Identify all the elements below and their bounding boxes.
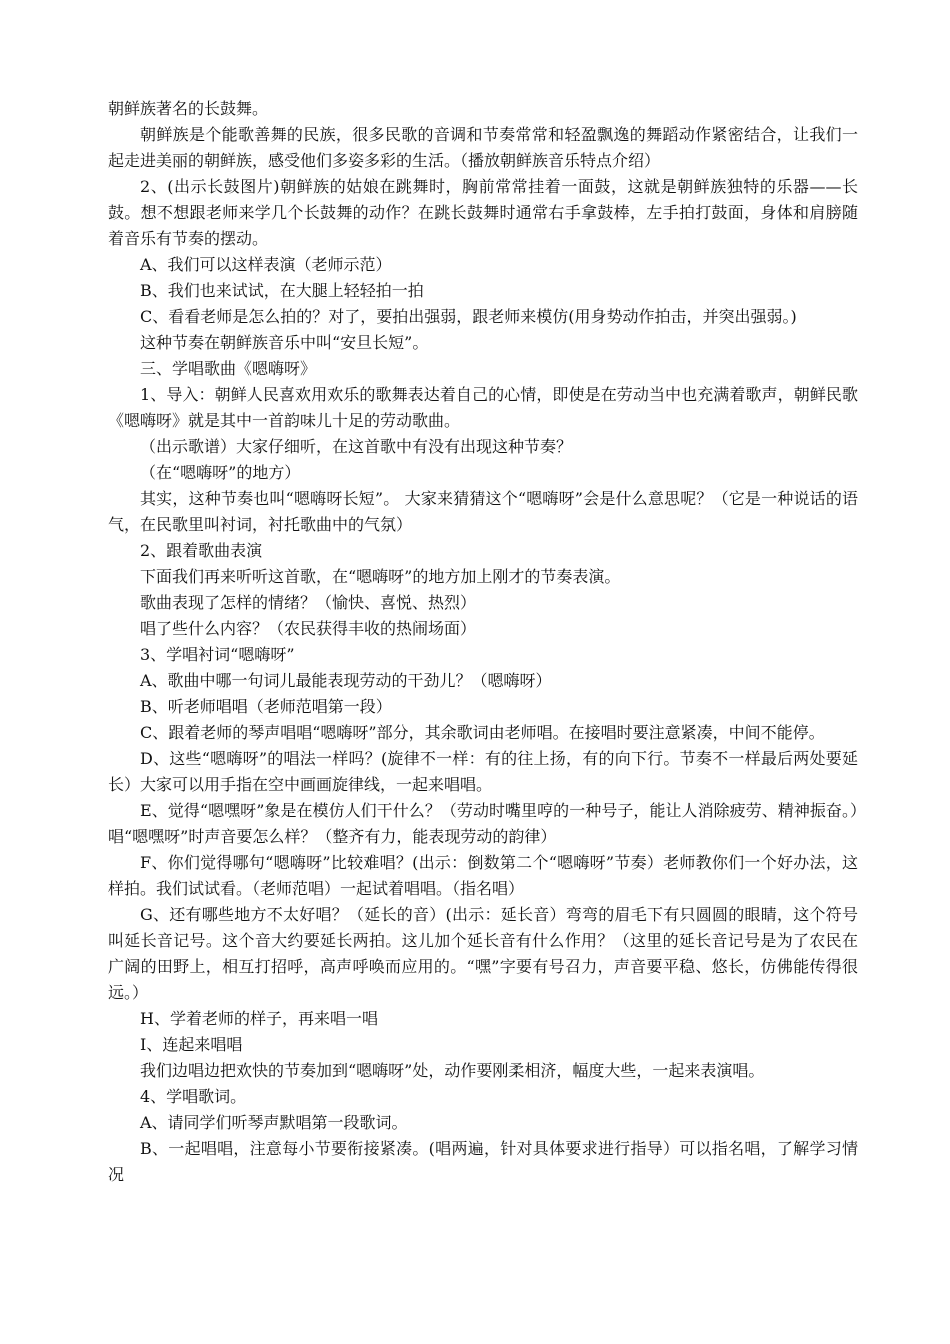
paragraph-22: E、觉得“嗯嘿呀”象是在模仿人们干什么？（劳动时嘴里哼的一种号子，能让人消除疲劳、精神振奋。）唱“嗯嘿呀”时声音要怎么样？（整齐有力，能表现劳动的韵律） [108,801,858,846]
paragraph-19: B、听老师唱唱（老师范唱第一段） [140,697,392,716]
paragraph-24: G、还有哪些地方不太好唱？（延长的音）(出示：延长音）弯弯的眉毛下有只圆圆的眼睛，这个符号叫延长音记号。这个音大约要延长两拍。这儿加个延长音有什么作用？（这里的延长音记号是为了农民在广阔的田野上，相互打招呼，高声呼唤而应用的。“嘿”字要有号召力，声音要平稳、悠长，仿佛能传得很远。） [108,905,858,1002]
paragraph-5: B、我们也来试试，在大腿上轻轻拍一拍 [140,281,424,300]
paragraph-4: A、我们可以这样表演（老师示范） [140,255,392,274]
paragraph-16: 唱了些什么内容？（农民获得丰收的热闹场面） [140,619,477,638]
paragraph-1: 朝鲜族著名的长鼓舞。 [108,99,269,118]
paragraph-23: F、你们觉得哪句“嗯嗨呀”比较难唱？(出示：倒数第二个“嗯嗨呀”节奏）老师教你们一个好办法，这样拍。我们试试看。（老师范唱）一起试着唱唱。（指名唱） [108,853,858,898]
paragraph-20: C、跟着老师的琴声唱唱“嗯嗨呀”部分，其余歌词由老师唱。在接唱时要注意紧凑，中间不能停。 [140,723,825,742]
paragraph-11: （在“嗯嗨呀”的地方） [140,463,301,482]
paragraph-25: H、学着老师的样子，再来唱一唱 [140,1009,378,1028]
paragraph-17: 3、学唱衬词“嗯嗨呀” [140,645,295,664]
paragraph-2: 朝鲜族是个能歌善舞的民族，很多民歌的音调和节奏常常和轻盈飘逸的舞蹈动作紧密结合，让我们一起走进美丽的朝鲜族，感受他们多姿多彩的生活。（播放朝鲜族音乐特点介绍） [108,125,858,170]
paragraph-12: 其实，这种节奏也叫“嗯嗨呀长短”。 大家来猜猜这个“嗯嗨呀”会是什么意思呢？（它是一种说话的语气，在民歌里叫衬词，衬托歌曲中的气氛） [108,489,858,534]
document-body [108,96,858,1188]
paragraph-14: 下面我们再来听听这首歌，在“嗯嗨呀”的地方加上刚才的节奏表演。 [140,567,621,586]
paragraph-13: 2、跟着歌曲表演 [140,541,263,560]
section-heading-3: 三、学唱歌曲《嗯嗨呀》 [140,359,317,378]
paragraph-9: 1、导入：朝鲜人民喜欢用欢乐的歌舞表达着自己的心情，即使是在劳动当中也充满着歌声，朝鲜民歌《嗯嗨呀》就是其中一首韵味儿十足的劳动歌曲。 [108,385,858,430]
paragraph-27: 我们边唱边把欢快的节奏加到“嗯嗨呀”处，动作要刚柔相济，幅度大些，一起来表演唱。 [140,1061,765,1080]
paragraph-18: A、歌曲中哪一句词儿最能表现劳动的干劲儿？（嗯嗨呀） [140,671,552,690]
paragraph-26: I、连起来唱唱 [140,1035,243,1054]
paragraph-3: 2、(出示长鼓图片)朝鲜族的姑娘在跳舞时，胸前常常挂着一面鼓，这就是朝鲜族独特的乐器——长鼓。想不想跟老师来学几个长鼓舞的动作？在跳长鼓舞时通常右手拿鼓棒，左手拍打鼓面，身体和肩膀随着音乐有节奏的摆动。 [108,177,858,248]
paragraph-29: A、请同学们听琴声默唱第一段歌词。 [140,1113,408,1132]
paragraph-15: 歌曲表现了怎样的情绪？（愉快、喜悦、热烈） [140,593,477,612]
paragraph-7: 这种节奏在朝鲜族音乐中叫“安旦长短”。 [140,333,429,352]
paragraph-21: D、这些“嗯嗨呀”的唱法一样吗？(旋律不一样：有的往上扬，有的向下行。节奏不一样最后两处要延长）大家可以用手指在空中画画旋律线，一起来唱唱。 [108,749,858,794]
paragraph-6: C、看看老师是怎么拍的？对了，要拍出强弱，跟老师来模仿(用身势动作拍击，并突出强弱。) [140,307,797,326]
paragraph-10: （出示歌谱）大家仔细听，在这首歌中有没有出现这种节奏？ [140,437,573,456]
paragraph-30: B、一起唱唱，注意每小节要衔接紧凑。(唱两遍，针对具体要求进行指导）可以指名唱，了解学习情况 [108,1139,858,1184]
paragraph-28: 4、学唱歌词。 [140,1087,247,1106]
